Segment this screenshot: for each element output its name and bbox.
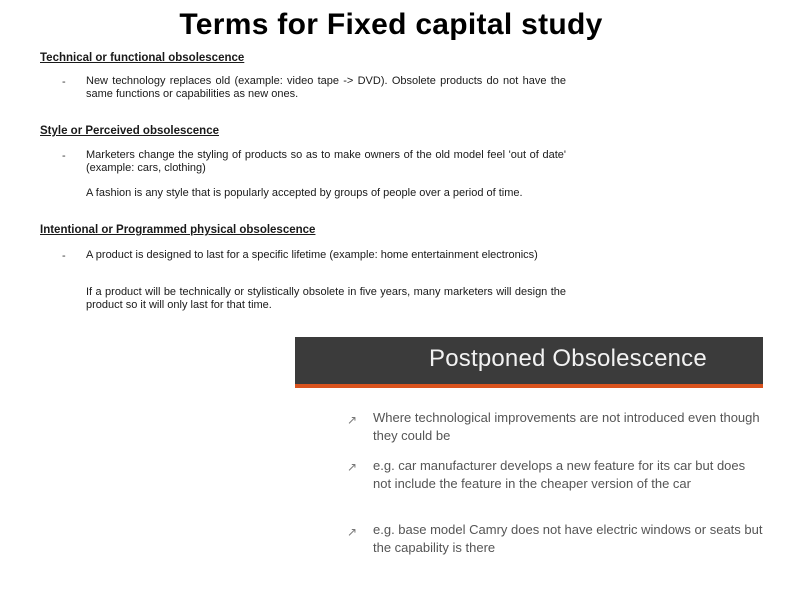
dash-marker: - [62,150,66,162]
dash-marker: - [62,76,66,88]
document-image [36,50,570,320]
bullet-item-1: Where technological improvements are not introduced even though they could be [373,410,760,443]
dash-marker: - [62,250,66,262]
bullet-item-3: e.g. base model Camry does not have electric windows or seats but the capability is there [373,522,763,555]
section-heading-intentional: Intentional or Programmed physical obsolescence [40,224,316,236]
slide-title: Terms for Fixed capital study [179,8,603,41]
section-style-paragraph-2: A fashion is any style that is popularly accepted by groups of people over a period of time. [86,187,523,199]
sub-slide-accent-bar [295,384,763,388]
arrow-bullet-icon: ↗ [347,460,358,474]
section-heading-technical: Technical or functional obsolescence [40,52,245,64]
section-intentional-paragraph-2: If a product will be technically or stylistically obsolete in five years, many marketers will design the product so it will only last for that time. [86,286,566,311]
postponed-obsolescence-slide [295,337,763,587]
section-technical-paragraph: New technology replaces old (example: video tape -> DVD). Obsolete products do not have the same functions or capabilities as new ones. [86,75,566,100]
section-intentional-paragraph-1: A product is designed to last for a specific lifetime (example: home entertainment electronics) [86,249,538,261]
bullet-item-2: e.g. car manufacturer develops a new feature for its car but does not include the feature in the cheaper version of the car [373,458,746,491]
arrow-bullet-icon: ↗ [347,525,358,539]
arrow-bullet-icon: ↗ [347,413,358,427]
section-heading-style: Style or Perceived obsolescence [40,125,219,137]
sub-slide-title: Postponed Obsolescence [429,345,707,372]
section-style-paragraph-1: Marketers change the styling of products so as to make owners of the old model feel 'out of date' (example: cars, clothing) [86,149,566,174]
